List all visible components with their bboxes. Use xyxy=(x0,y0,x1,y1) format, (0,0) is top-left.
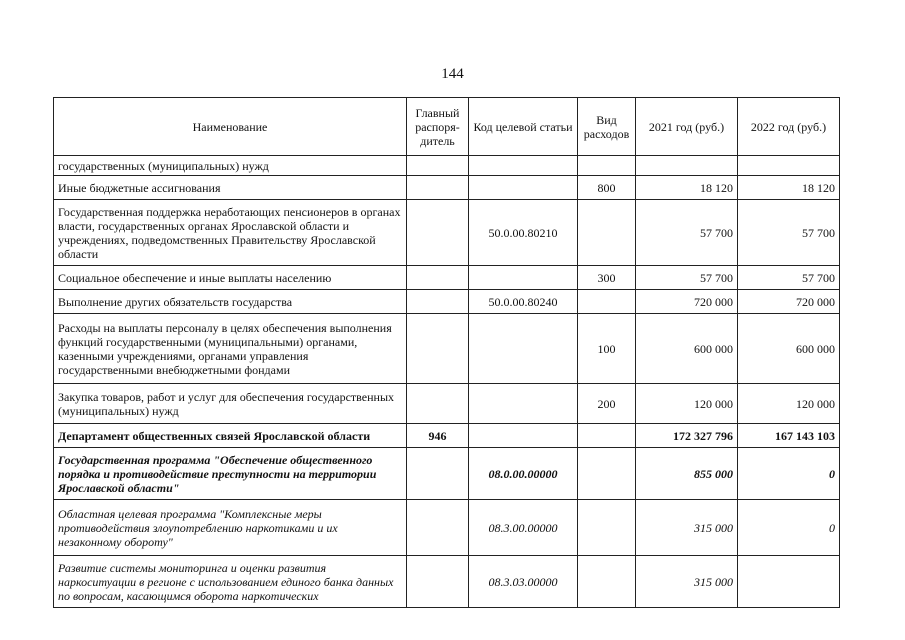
cell-type xyxy=(578,556,636,608)
table-row xyxy=(54,200,840,266)
cell-2021: 18 120 xyxy=(636,176,738,200)
table-row xyxy=(54,384,840,424)
cell-2022: 167 143 103 xyxy=(738,424,840,448)
cell-code xyxy=(469,156,578,176)
cell-code xyxy=(469,314,578,384)
table-row xyxy=(54,290,840,314)
cell-2022: 18 120 xyxy=(738,176,840,200)
budget-table xyxy=(53,97,840,608)
cell-type: 200 xyxy=(578,384,636,424)
cell-2022: 120 000 xyxy=(738,384,840,424)
cell-type xyxy=(578,424,636,448)
cell-name: Департамент общественных связей Ярославской области xyxy=(54,424,407,448)
cell-2022: 720 000 xyxy=(738,290,840,314)
cell-type: 300 xyxy=(578,266,636,290)
cell-type xyxy=(578,200,636,266)
table-row xyxy=(54,448,840,500)
cell-admin xyxy=(407,448,469,500)
cell-name: Социальное обеспечение и иные выплаты населению xyxy=(54,266,407,290)
cell-code xyxy=(469,266,578,290)
cell-admin xyxy=(407,556,469,608)
cell-admin xyxy=(407,266,469,290)
header-2021: 2021 год (руб.) xyxy=(636,98,738,156)
cell-code: 08.0.00.00000 xyxy=(469,448,578,500)
cell-2021: 315 000 xyxy=(636,556,738,608)
cell-2021 xyxy=(636,156,738,176)
cell-admin xyxy=(407,500,469,556)
cell-name: Расходы на выплаты персоналу в целях обеспечения выполнения функций государственными (муниципальными) органами, казенными учреждениями, органами управления государственными внебюджетными фондами xyxy=(54,314,407,384)
table-row xyxy=(54,156,840,176)
cell-2021: 57 700 xyxy=(636,266,738,290)
cell-admin xyxy=(407,384,469,424)
header-name: Наименование xyxy=(54,98,407,156)
header-code: Код целевой статьи xyxy=(469,98,578,156)
cell-type xyxy=(578,156,636,176)
cell-code: 08.3.00.00000 xyxy=(469,500,578,556)
table-row xyxy=(54,500,840,556)
cell-name: Государственная программа "Обеспечение общественного порядка и противодействие преступности на территории Ярославской области" xyxy=(54,448,407,500)
cell-name: Областная целевая программа "Комплексные меры противодействия злоупотреблению наркотиками и их незаконному обороту" xyxy=(54,500,407,556)
header-row xyxy=(54,98,840,156)
cell-2021: 600 000 xyxy=(636,314,738,384)
table-row xyxy=(54,176,840,200)
cell-2022 xyxy=(738,156,840,176)
cell-code: 50.0.00.80240 xyxy=(469,290,578,314)
cell-name: Развитие системы мониторинга и оценки развития наркоситуации в регионе с использованием единого банка данных по вопросам, касающимся оборота наркотических xyxy=(54,556,407,608)
cell-code: 08.3.03.00000 xyxy=(469,556,578,608)
cell-type: 100 xyxy=(578,314,636,384)
cell-admin xyxy=(407,156,469,176)
cell-type xyxy=(578,500,636,556)
cell-code xyxy=(469,176,578,200)
cell-name: государственных (муниципальных) нужд xyxy=(54,156,407,176)
cell-code xyxy=(469,384,578,424)
cell-2021: 57 700 xyxy=(636,200,738,266)
cell-2022: 57 700 xyxy=(738,266,840,290)
cell-2021: 855 000 xyxy=(636,448,738,500)
table-row xyxy=(54,424,840,448)
cell-type: 800 xyxy=(578,176,636,200)
cell-type xyxy=(578,290,636,314)
table-row xyxy=(54,314,840,384)
cell-2022: 600 000 xyxy=(738,314,840,384)
header-type: Вид расходов xyxy=(578,98,636,156)
table-row xyxy=(54,556,840,608)
header-admin: Главный распоря-дитель xyxy=(407,98,469,156)
cell-name: Выполнение других обязательств государства xyxy=(54,290,407,314)
cell-admin: 946 xyxy=(407,424,469,448)
cell-admin xyxy=(407,314,469,384)
cell-type xyxy=(578,448,636,500)
table-row xyxy=(54,266,840,290)
cell-code: 50.0.00.80210 xyxy=(469,200,578,266)
header-2022: 2022 год (руб.) xyxy=(738,98,840,156)
cell-2021: 720 000 xyxy=(636,290,738,314)
cell-2022: 57 700 xyxy=(738,200,840,266)
cell-name: Закупка товаров, работ и услуг для обеспечения государственных (муниципальных) нужд xyxy=(54,384,407,424)
page-number: 144 xyxy=(441,66,464,82)
cell-admin xyxy=(407,200,469,266)
cell-2022 xyxy=(738,556,840,608)
cell-2022: 0 xyxy=(738,448,840,500)
cell-2021: 315 000 xyxy=(636,500,738,556)
cell-2021: 120 000 xyxy=(636,384,738,424)
cell-name: Иные бюджетные ассигнования xyxy=(54,176,407,200)
cell-code xyxy=(469,424,578,448)
cell-2021: 172 327 796 xyxy=(636,424,738,448)
cell-admin xyxy=(407,176,469,200)
cell-2022: 0 xyxy=(738,500,840,556)
cell-admin xyxy=(407,290,469,314)
cell-name: Государственная поддержка неработающих пенсионеров в органах власти, государственных органах Ярославской области и учреждениях, подведомственных Правительству Ярославской области xyxy=(54,200,407,266)
